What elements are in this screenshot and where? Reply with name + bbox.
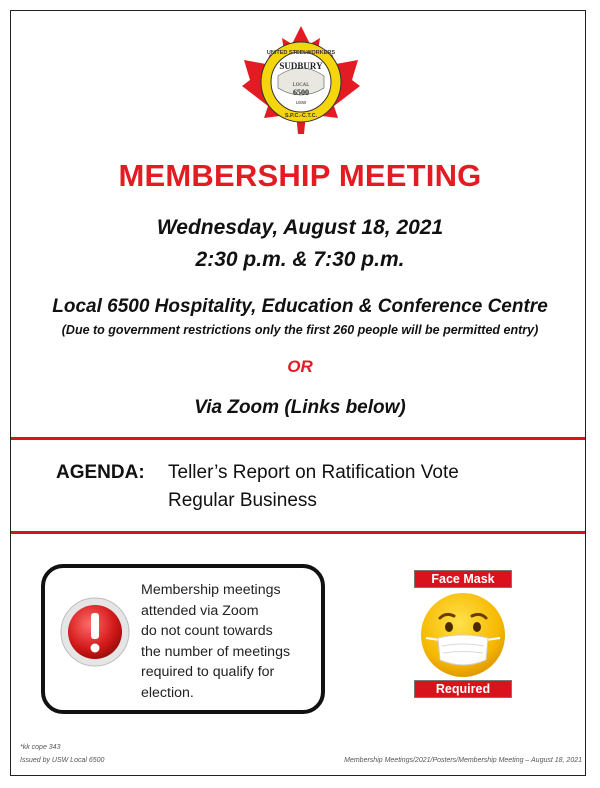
logo-city: SUDBURY [279,61,323,71]
entry-restriction: (Due to government restrictions only the first 260 people will be permitted entry) [61,323,539,337]
masked-face-icon [418,590,508,680]
logo-union-short: USW [295,100,307,105]
notice-line: do not count towards [141,623,273,639]
zoom-notice-box [41,564,325,714]
face-mask-label: Face Mask [414,570,512,588]
footer-code: *kk cope 343 [20,744,61,751]
divider-top [11,437,585,440]
zoom-notice-text [141,580,321,703]
meeting-times: 2:30 p.m. & 7:30 p.m. [195,248,405,271]
logo-ring-bottom: S.P.C.-C.T.C. [284,113,318,119]
logo-number: 6500 [293,88,309,97]
footer-file-path: Membership Meetings/2021/Posters/Membership Meeting – August 18, 2021 [344,757,582,764]
meeting-date: Wednesday, August 18, 2021 [156,216,444,239]
page-title: MEMBERSHIP MEETING [118,158,482,193]
notice-line: election. [141,684,194,701]
zoom-note: Via Zoom (Links below) [194,397,406,418]
logo-local: LOCAL [292,83,310,88]
notice-line: required to qualify for [141,664,275,680]
agenda-item: Teller’s Report on Ratification Vote [168,462,459,483]
face-mask-sign [414,570,512,700]
exclamation-icon [59,596,131,668]
agenda-label: AGENDA: [56,462,145,483]
notice-line: attended via Zoom [141,602,259,619]
divider-bottom [11,531,585,534]
union-logo [240,24,362,136]
agenda-item: Regular Business [168,490,317,511]
footer-issuer: Issued by USW Local 6500 [20,757,105,764]
meeting-venue: Local 6500 Hospitality, Education & Conference Centre [52,296,548,317]
notice-line: Membership meetings [141,582,281,598]
required-label: Required [414,680,512,698]
logo-ring-top: UNITED STEELWORKERS [266,50,336,56]
or-separator: OR [287,357,313,376]
notice-line: the number of meetings [141,643,291,660]
